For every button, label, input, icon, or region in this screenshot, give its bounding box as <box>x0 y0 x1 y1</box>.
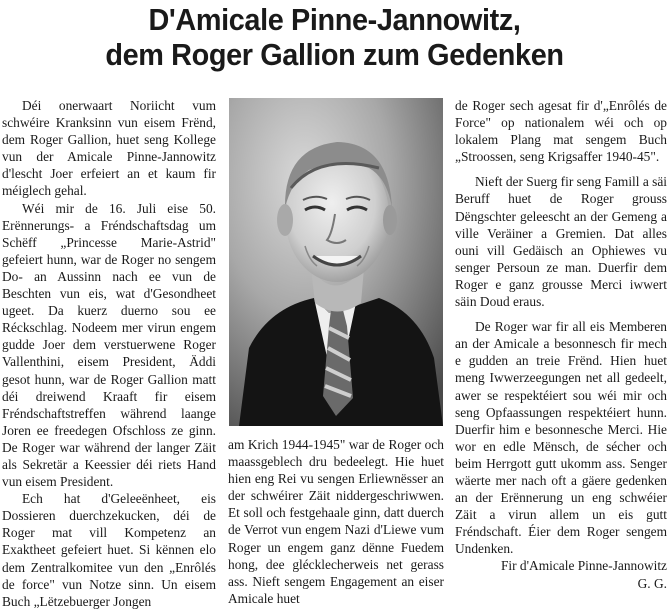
paragraph: De Roger war fir all eis Memberen an der Amicale a besonnesch fir mech e gudden an treie Frënd. Hien huet meng Iwwerzeegungen net all gedeelt, awer se respektéiert sou wéi mir och seng Opfaassungen respektéiert hunn. Duerfir him e besonnesche Merci. Hie wor en edle Mënsch, de sécher och beim Herrgott gutt ukomm ass. Senger wäerte mer nach oft a gäere gedenken an der Erënnerung un eng schwéier Zäit a virun allem un eis gutt Fréndschaft. Éier dem Roger sengem Undenken. <box>455 319 667 557</box>
paragraph: Déi onerwaart Noriicht vum schwéire Kranksinn vun eisem Frënd, dem Roger Gallion, huet seng Kollege vun der Amicale Pinne-Jannowitz d'lescht Joer erfeiert an et kaum fir méiglech gehal. <box>2 98 216 199</box>
headline-line-1: D'Amicale Pinne-Jannowitz, <box>148 2 521 37</box>
portrait-photo <box>229 98 443 426</box>
text-column-2 <box>228 436 444 607</box>
signature-initials: G. G. <box>637 575 667 591</box>
text-column-3 <box>455 97 667 592</box>
paragraph: Ech hat d'Geleeënheet, eis Dossieren duerchzekucken, déi de Roger mat vill Kompetenz an Exaktheet gefeiert huet. Si kënnen elo dem Zentralkomitee vun den „Enrôlés de force" vun Notze sinn. Un eisem Buch „Lëtzebuerger Jongen <box>2 491 216 609</box>
paragraph: de Roger sech agesat fir d'„Enrôlés de Force" op nationalem wéi och op lokalem Plang mat sengem Buch „Stroossen, seng Krigsaffer 1940-45". <box>455 98 667 165</box>
headline-line-2: dem Roger Gallion zum Gedenken <box>105 37 564 72</box>
paragraph: Wéi mir de 16. Juli eise 50. Erënnerungs- a Fréndschaftsdag um Schëff „Princesse Marie-Astrid" gefeiert hunn, war de Roger no sengem Do- an Aussinn nach ee vun de Beschten vun eis, wat d'Gesondheet ugeet. Da kuerz duerno sou ee Réckschlag. Nodeem mer virun engem gudde Joer dem verstuerwene Roger Vallenthini, eisem President, Äddi gesot hunn, war de Roger Gallion matt déi dreiwend Kraaft fir eisem Fréndschaftstreffen während laange Joren ee freedegen Ofschloss ze ginn. De Roger war während der langer Zäit als Sekretär a Keessier déi riets Hand vun eisem President. <box>2 200 216 490</box>
text-column-1 <box>2 97 216 610</box>
paragraph: Nieft der Suerg fir seng Famill a säi Beruff huet de Roger grouss Dëngschter geleescht an der Gemeng a ville Veräiner a Gremien. Dat alles ouni vill Gedäisch an Ophiewes vu senger Persoun ze man. Duerfir dem Roger e ganz grousse Merci iwwert säin Doud eraus. <box>455 174 668 310</box>
paragraph: am Krich 1944-1945" war de Roger och maassgeblech dru bedeelegt. Hie huet hien eng Rei vu sengen Erliewnësser an der schwéirer Zäit niddergeschriwwen. Et soll och festgehaale ginn, datt duerch de Verrot vun engem Nazi d'Liewe vum Roger un engem ganz dënne Fuedem hong, dee glécklecherweis net gerass ass. Nieft sengem Engagement an eiser Amicale huet <box>228 437 444 606</box>
signature-org: Fir d'Amicale Pinne-Jannowitz <box>500 558 667 574</box>
portrait-image <box>229 98 443 426</box>
article-headline <box>23 2 645 72</box>
